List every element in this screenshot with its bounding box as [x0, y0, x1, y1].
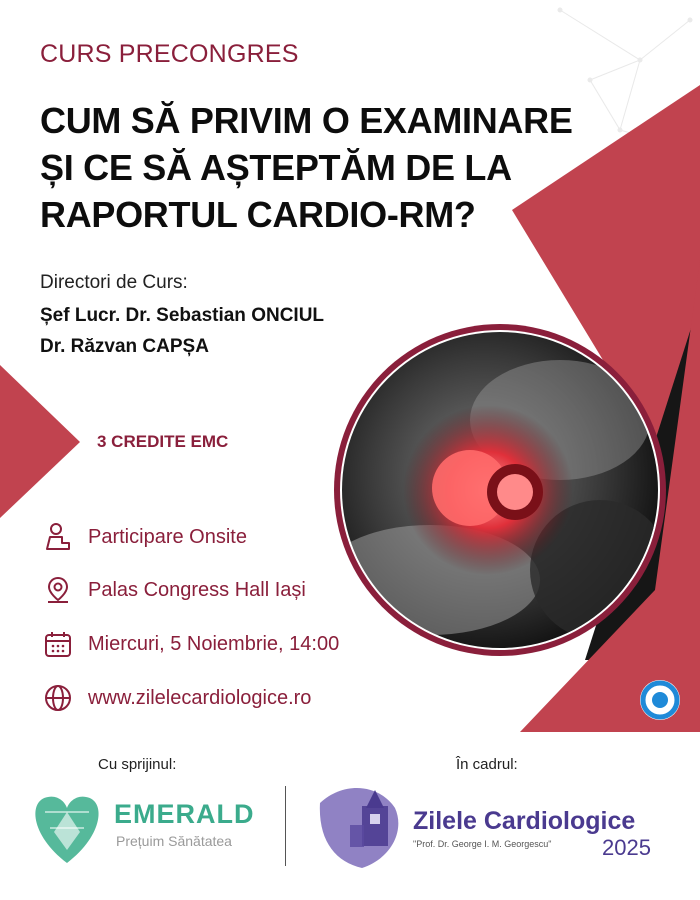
event-year: 2025: [602, 835, 651, 860]
title-line: RAPORTUL CARDIO-RM?: [40, 194, 476, 235]
location-pin-icon: [42, 574, 74, 606]
info-row-location: [42, 573, 306, 607]
calendar-icon: [42, 628, 74, 660]
course-kicker: CURS PRECONGRES: [40, 40, 299, 68]
left-triangle: [0, 365, 80, 518]
info-row-attendance: [42, 520, 247, 554]
directors-label: Directori de Curs:: [40, 272, 188, 293]
date-text: Miercuri, 5 Noiembrie, 14:00: [88, 632, 340, 655]
course-title: [40, 97, 640, 238]
person-icon: [42, 521, 74, 553]
sponsor-tagline: Prețuim Sănătatea: [116, 833, 232, 849]
support-label: Cu sprijinul:: [98, 756, 177, 773]
credits-badge: 3 CREDITE EMC: [97, 432, 229, 451]
zilele-cardiologice-logo: [320, 788, 398, 868]
info-row-date: [42, 627, 339, 661]
title-line: ȘI CE SĂ AȘTEPTĂM DE LA: [40, 147, 512, 188]
director-name: Șef Lucr. Dr. Sebastian ONCIUL: [40, 305, 325, 326]
title-line: CUM SĂ PRIVIM O EXAMINARE: [40, 100, 573, 141]
location-text: Palas Congress Hall Iași: [88, 578, 306, 601]
attendance-text: Participare Onsite: [88, 525, 247, 548]
sponsor-name: EMERALD: [114, 799, 255, 829]
emerald-heart-logo: [35, 797, 98, 863]
globe-icon: [42, 682, 74, 714]
event-subtitle: "Prof. Dr. George I. M. Georgescu": [413, 839, 552, 849]
focus-logo: [640, 680, 680, 720]
info-row-website[interactable]: [42, 681, 311, 715]
website-link[interactable]: www.zilelecardiologice.ro: [88, 686, 312, 709]
event-name: Zilele Cardiologice: [413, 807, 636, 835]
footer-divider: [285, 786, 286, 866]
director-name: Dr. Răzvan CAPȘA: [40, 336, 209, 357]
context-label: În cadrul:: [456, 756, 518, 773]
